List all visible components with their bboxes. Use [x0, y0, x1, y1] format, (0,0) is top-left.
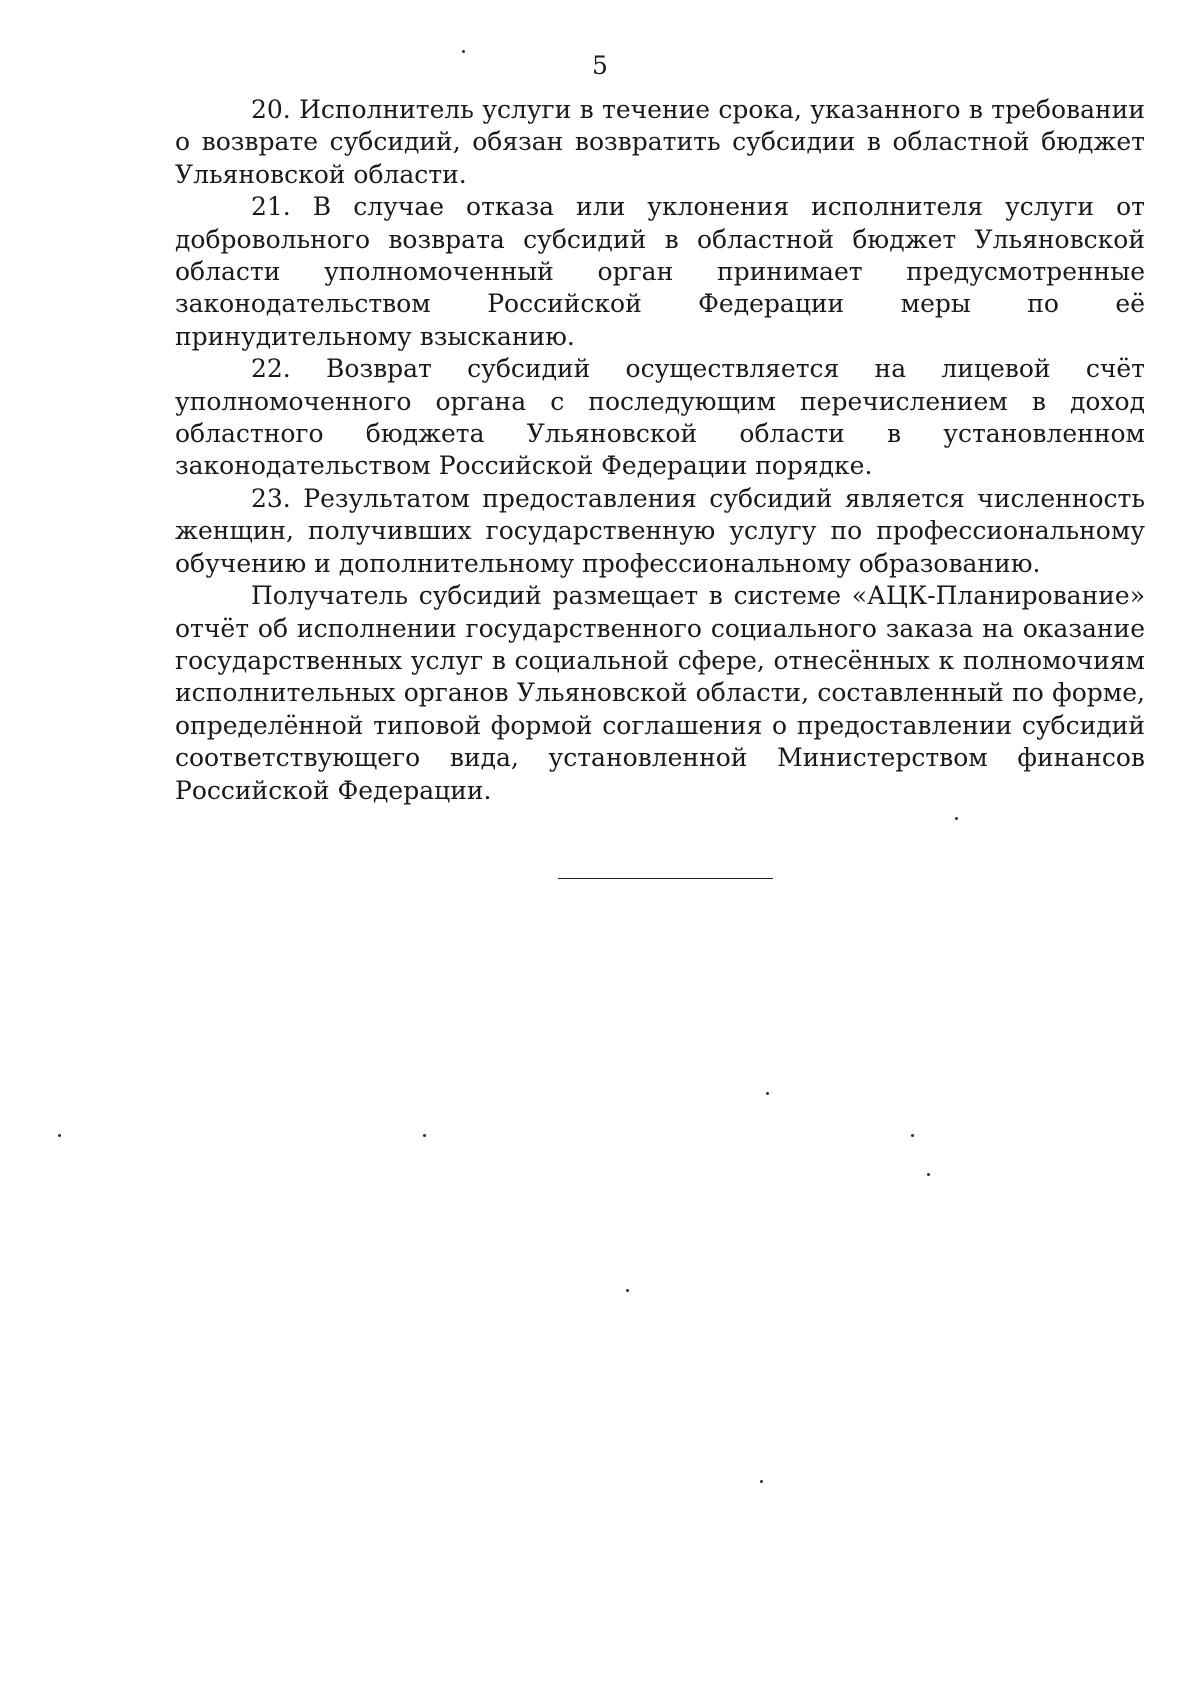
- scan-speck: [626, 1289, 629, 1292]
- scan-speck: [423, 1134, 426, 1137]
- scan-speck: [760, 1480, 763, 1483]
- document-body: [175, 94, 1145, 807]
- scan-speck: [927, 1173, 930, 1176]
- paragraph-report: Получатель субсидий размещает в системе «АЦК-Планирование» отчёт об исполнении государственного социального заказа на оказание государственных услуг в социальной сфере, отнесённых к полномочиям исполнительных органов Ульяновской области, составленный по форме, определённой типовой формой соглашения о предоставлении субсидий соответствующего вида, установленной Министерством финансов Российской Федерации.: [175, 581, 1145, 805]
- scan-speck: [462, 50, 465, 53]
- paragraph-22: 22. Возврат субсидий осуществляется на лицевой счёт уполномоченного органа с последующим перечислением в доход областного бюджета Ульяновской области в установленном законодательством Российской Федерации порядке.: [175, 354, 1145, 481]
- scan-speck: [955, 817, 958, 820]
- end-of-document-rule: [558, 878, 773, 879]
- scan-speck: [911, 1134, 914, 1137]
- page-number: 5: [592, 51, 608, 80]
- paragraph-23: 23. Результатом предоставления субсидий является численность женщин, получивших государственную услугу по профессиональному обучению и дополнительному профессиональному образованию.: [175, 483, 1145, 578]
- scan-speck: [58, 1134, 61, 1137]
- paragraph-20: 20. Исполнитель услуги в течение срока, указанного в требовании о возврате субсидий, обязан возвратить субсидии в областной бюджет Ульяновской области.: [175, 95, 1145, 189]
- scan-speck: [766, 1092, 769, 1095]
- paragraph-21: 21. В случае отказа или уклонения исполнителя услуги от добровольного возврата субсидий в областной бюджет Ульяновской области уполномоченный орган принимает предусмотренные законодательством Российской Федерации меры по её принудительному взысканию.: [175, 192, 1145, 351]
